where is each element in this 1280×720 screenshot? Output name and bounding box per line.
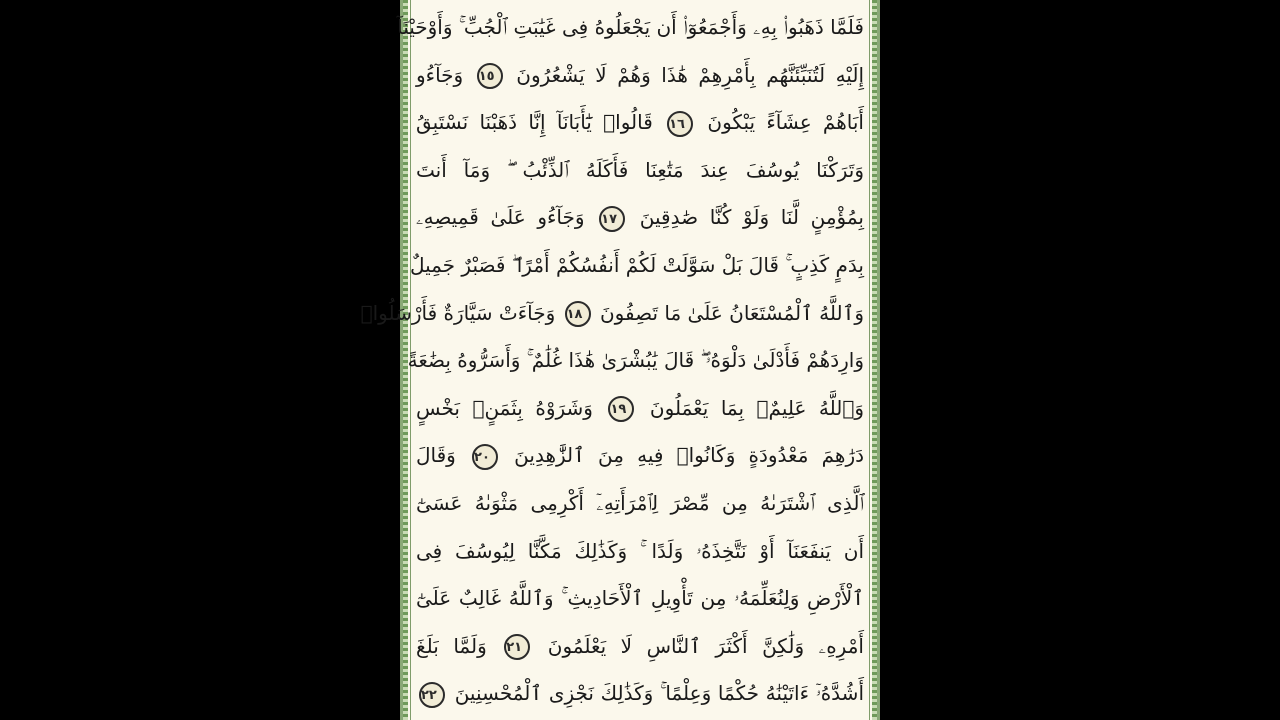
mushaf-page — [360, 0, 880, 720]
verse-text: وَجَآءَتْ سَيَّارَةٌ فَأَرْسَلُوا۟ — [360, 300, 556, 325]
verse-text: ٱلْأَرْضِ وَلِنُعَلِّمَهُۥ مِن تَأْوِيلِ ٱلْأَحَادِيثِ ۚ وَٱللَّهُ غَالِبٌ عَلَىٰٓ — [416, 586, 864, 611]
text-line — [416, 52, 864, 100]
text-line — [416, 385, 864, 433]
ayah-number-marker: ١٦ — [667, 111, 693, 137]
text-line — [416, 480, 864, 528]
verse-text: وَتَرَكْنَا يُوسُفَ عِندَ مَتَٰعِنَا فَأَكَلَهُ ٱلذِّئْبُ ۖ وَمَآ أَنتَ — [416, 157, 864, 182]
text-line — [409, 242, 864, 290]
ayah-number-marker: ٢٢ — [419, 682, 445, 708]
verse-text: أَمْرِهِۦ وَلَٰكِنَّ أَكْثَرَ ٱلنَّاسِ لَا يَعْلَمُونَ — [533, 633, 864, 658]
verse-text: دَرَٰهِمَ مَعْدُودَةٍ وَكَانُوا۟ فِيهِ مِنَ ٱلزَّٰهِدِينَ — [501, 443, 865, 468]
ayah-number-marker: ٢٠ — [472, 444, 498, 470]
text-line — [416, 194, 864, 242]
verse-text: بِمُؤْمِنٍ لَّنَا وَلَوْ كُنَّا صَٰدِقِينَ — [628, 205, 864, 230]
verse-text: وَقَالَ — [416, 443, 456, 468]
text-line — [407, 337, 864, 385]
verse-text: وَلَمَّا بَلَغَ — [416, 633, 487, 658]
ayah-number-marker: ١٥ — [477, 63, 503, 89]
verse-text: بِدَمٍ كَذِبٍ ۚ قَالَ بَلْ سَوَّلَتْ لَكُمْ أَنفُسُكُمْ أَمْرًا ۖ فَصَبْرٌ جَمِيلٌ — [409, 252, 864, 277]
verse-text: وَجَآءُو عَلَىٰ قَمِيصِهِۦ — [416, 205, 585, 230]
ayah-number-marker: ١٧ — [599, 206, 625, 232]
verse-text: فَلَمَّا ذَهَبُوا۟ بِهِۦ وَأَجْمَعُوٓا۟ أَن يَجْعَلُوهُ فِى غَيَٰبَتِ ٱلْجُبِّ ۚ وَأَوْحَيْنَآ — [397, 15, 864, 39]
text-line — [416, 623, 864, 671]
verse-text: وَشَرَوْهُ بِثَمَنٍۭ بَخْسٍ — [416, 395, 593, 420]
verse-text: إِلَيْهِ لَتُنَبِّئَنَّهُم بِأَمْرِهِمْ هَٰذَا وَهُمْ لَا يَشْعُرُونَ — [505, 62, 864, 87]
verse-text: وَٱللَّهُ ٱلْمُسْتَعَانُ عَلَىٰ مَا تَصِفُونَ — [593, 300, 864, 325]
ayah-number-marker: ١٨ — [565, 301, 591, 327]
text-line — [416, 670, 864, 718]
verse-text: أَشُدَّهُۥٓ ءَاتَيْنَٰهُ حُكْمًا وَعِلْمًا ۚ وَكَذَٰلِكَ نَجْزِى ٱلْمُحْسِنِينَ — [448, 681, 864, 706]
text-line — [416, 528, 864, 576]
text-line — [416, 147, 864, 195]
verse-text: وَٱللَّهُ عَلِيمٌۢ بِمَا يَعْمَلُونَ — [637, 395, 865, 420]
ayah-number-marker: ١٩ — [608, 396, 634, 422]
decorative-border-right — [872, 0, 877, 720]
text-line — [416, 432, 864, 480]
inner-border-right — [869, 0, 870, 720]
verse-text: وَارِدَهُمْ فَأَدْلَىٰ دَلْوَهُۥ ۖ قَالَ يَٰبُشْرَىٰ هَٰذَا غُلَٰمٌ ۚ وَأَسَرُّوهُ بِضَٰعَةً — [407, 348, 864, 373]
ayah-number-marker: ٢١ — [504, 634, 530, 660]
verse-text: ٱلَّذِى ٱشْتَرَىٰهُ مِن مِّصْرَ لِٱمْرَأَتِهِۦٓ أَكْرِمِى مَثْوَىٰهُ عَسَىٰٓ — [416, 490, 864, 515]
verse-text: قَالُوا۟ يَٰٓأَبَانَآ إِنَّا ذَهَبْنَا نَسْتَبِقُ — [416, 110, 653, 135]
text-line — [397, 4, 864, 52]
quran-text-area — [360, 4, 865, 720]
verse-text: أَبَاهُمْ عِشَآءً يَبْكُونَ — [696, 110, 864, 135]
text-line — [416, 575, 864, 623]
verse-text: وَجَآءُو — [416, 62, 464, 87]
text-line — [360, 290, 864, 338]
text-line — [416, 99, 864, 147]
verse-text: أَن يَنفَعَنَآ أَوْ نَتَّخِذَهُۥ وَلَدًا ۚ وَكَذَٰلِكَ مَكَّنَّا لِيُوسُفَ فِى — [416, 538, 864, 563]
